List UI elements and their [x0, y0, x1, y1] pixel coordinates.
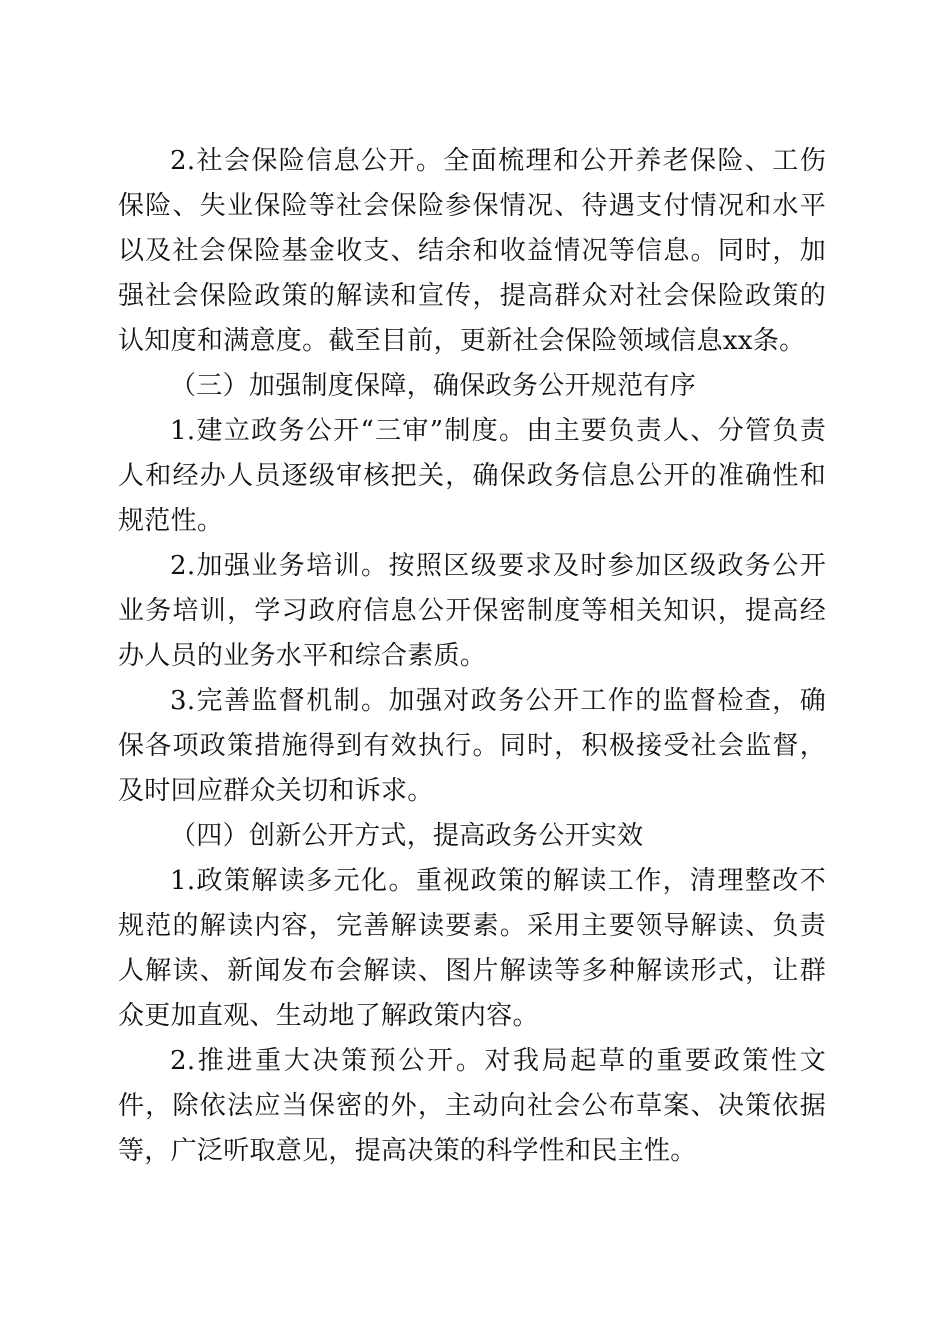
document-body [118, 139, 826, 1174]
paragraph-supervision-mechanism: 3.完善监督机制。加强对政务公开工作的监督检查，确保各项政策措施得到有效执行。同时，积极接受社会监督，及时回应群众关切和诉求。 [118, 686, 826, 806]
paragraph-social-insurance-info: 2.社会保险信息公开。全面梳理和公开养老保险、工伤保险、失业保险等社会保险参保情况、待遇支付情况和水平以及社会保险基金收支、结余和收益情况等信息。同时，加强社会保险政策的解读和宣传，提高群众对社会保险政策的认知度和满意度。截至目前，更新社会保险领域信息xx条。 [118, 146, 826, 356]
paragraph-business-training: 2.加强业务培训。按照区级要求及时参加区级政务公开业务培训，学习政府信息公开保密制度等相关知识，提高经办人员的业务水平和综合素质。 [118, 551, 826, 671]
section-heading-4: （四）创新公开方式，提高政务公开实效 [170, 821, 644, 851]
section-heading-3: （三）加强制度保障，确保政务公开规范有序 [170, 371, 697, 401]
paragraph-major-decision-preview: 2.推进重大决策预公开。对我局起草的重要政策性文件，除依法应当保密的外，主动向社会公布草案、决策依据等，广泛听取意见，提高决策的科学性和民主性。 [118, 1046, 826, 1166]
paragraph-three-review-system: 1.建立政务公开“三审”制度。由主要负责人、分管负责人和经办人员逐级审核把关，确保政务信息公开的准确性和规范性。 [118, 416, 826, 536]
paragraph-policy-interpretation: 1.政策解读多元化。重视政策的解读工作，清理整改不规范的解读内容，完善解读要素。采用主要领导解读、负责人解读、新闻发布会解读、图片解读等多种解读形式，让群众更加直观、生动地了解政策内容。 [118, 866, 826, 1031]
